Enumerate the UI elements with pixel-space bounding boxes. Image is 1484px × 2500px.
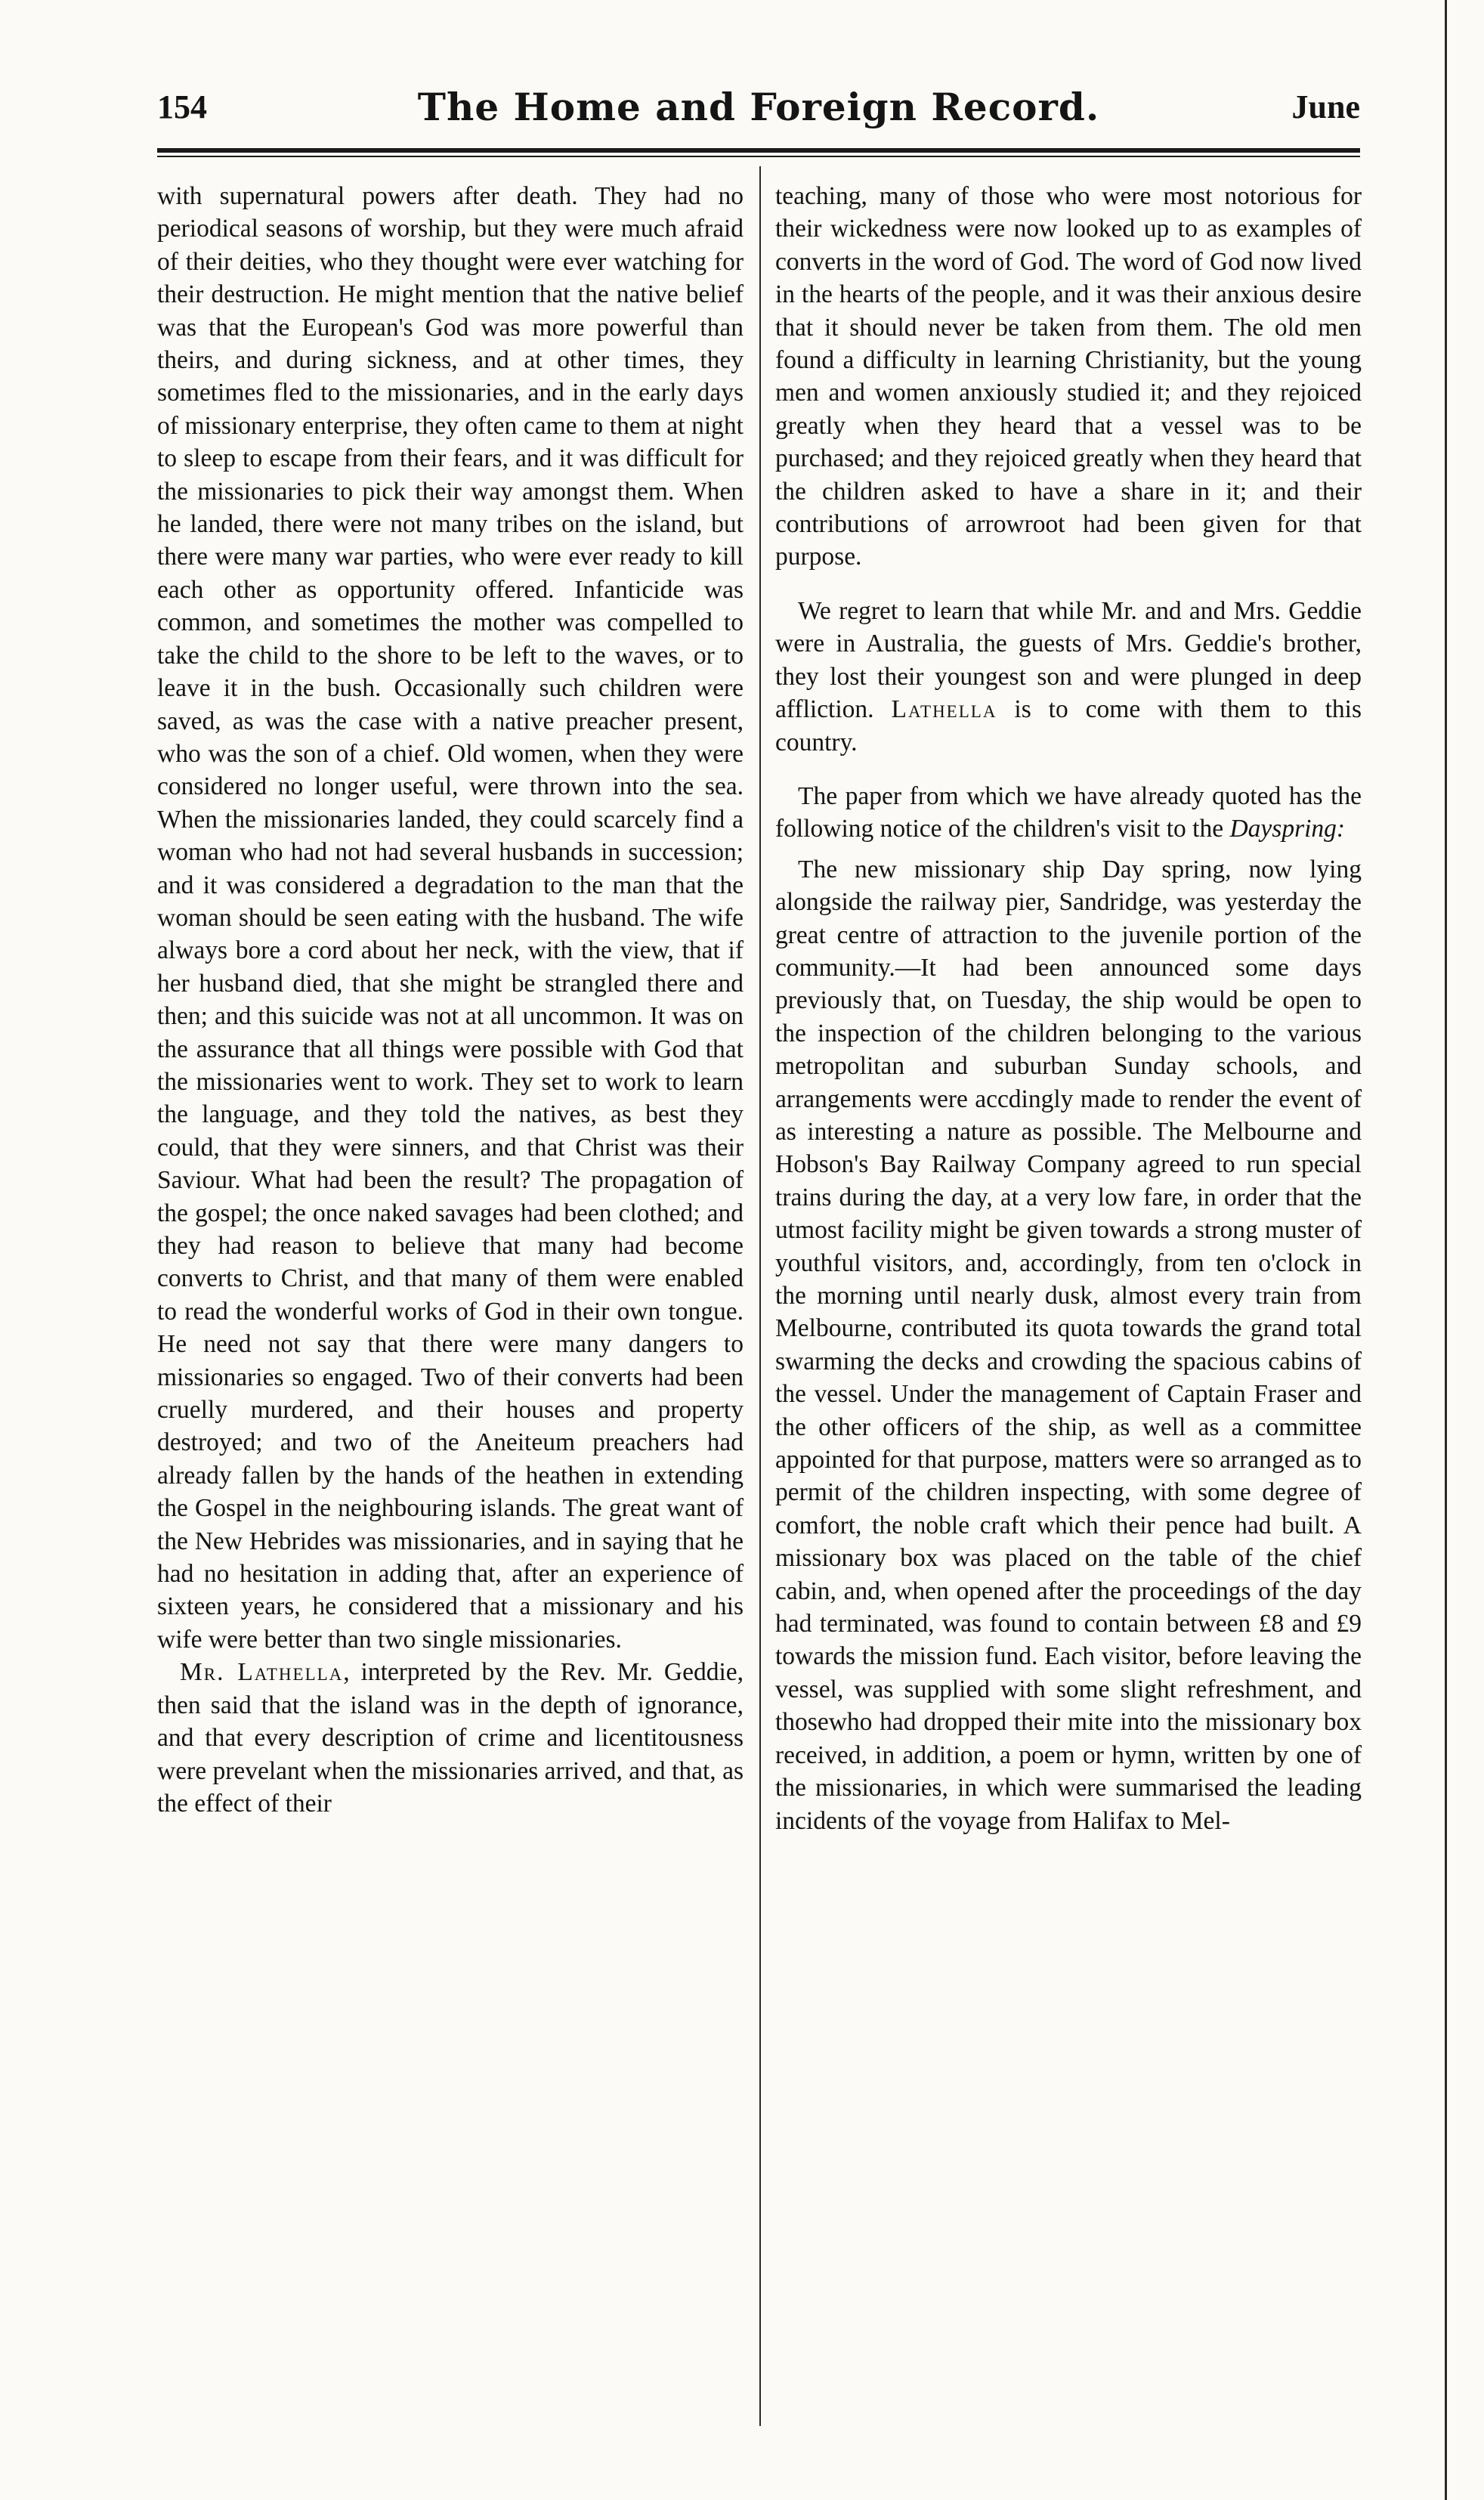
column-divider: [759, 166, 761, 2426]
right-paragraph-4: The new missionary ship Day spring, now lying alongside the railway pier, Sandridge, was yesterday the great centre of attraction to the juvenile portion of the community.—It had been announced some days previously that, on Tuesday, the ship would be open to the inspection of the children belonging to the various metropolitan and suburban Sunday schools, and arrangements were accdingly made to render the event of as interesting a nature as possible. The Melbourne and Hobson's Bay Railway Company agreed to run special trains during the day, at a very low fare, in order that the utmost facility might be given towards a strong muster of youthful visitors, and, accordingly, from ten o'clock in the morning until nearly dusk, almost every train from Melbourne, contributed its quota towards the grand total swarming the decks and crowding the spacious cabins of the vessel. Under the management of Captain Fraser and the other officers of the ship, as well as a committee appointed for that purpose, matters were so arranged as to permit of the children inspecting, with some degree of comfort, the noble craft which their pence had built. A missionary box was placed on the table of the chief cabin, and, when opened after the proceedings of the day had terminated, was found to contain between £8 and £9 towards the mission fund. Each visitor, before leaving the vessel, was supplied with some slight refreshment, and thosewho had dropped their mite into the missionary box received, in addition, a poem or hymn, written by one of the missionaries, in which were summarised the leading incidents of the voyage from Halifax to Mel-: [775, 855, 1362, 1835]
ship-name: Dayspring:: [1229, 815, 1346, 843]
left-paragraph-2: [157, 1656, 744, 1820]
page-number: 154: [157, 88, 207, 125]
header-rule: [157, 148, 1360, 153]
header-rule-thin: [157, 156, 1360, 157]
left-paragraph-1: with supernatural powers after death. They had no periodical seasons of worship, but they were much afraid of their deities, who they thought were ever watching for their destruction. He might mention that the native belief was that the European's God was more powerful than theirs, and during sickness, and at other times, they sometimes fled to the missionaries, and in the early days of missionary enterprise, they often came to them at night to sleep to escape from their fears, and it was difficult for the missionaries to pick their way amongst them. When he landed, there were not many tribes on the island, but there were many war parties, who were ever ready to kill each other as opportunity offered. Infanticide was common, and sometimes the mother was compelled to take the child to the shore to be left to the waves, or to leave it in the bush. Occasionally such children were saved, as was the case with a native preacher present, who was the son of a chief. Old women, when they were considered no longer useful, were thrown into the sea. When the missionaries landed, they could scarcely find a woman who had not had several husbands in succession; and it was considered a degradation to the man that the woman should be seen eating with the husband. The wife always bore a cord about her neck, with the view, that if her husband died, that she might be strangled there and then; and this suicide was not at all uncommon. It was on the assurance that all things were possible with God that the missionaries went to work. They set to work to learn the language, and they told the natives, as best they could, that they were sinners, and that Christ was their Saviour. What had been the result? The propagation of the gospel; the once naked savages had been clothed; and they had reason to believe that many had become converts to Christ, and that many of them were enabled to read the wonderful works of God in their own tongue. He need not say that there were many dangers to missionaries so engaged. Two of their converts had been cruelly murdered, and their houses and property destroyed; and two of the Aneiteum preachers had already fallen by the hands of the heathen in extending the Gospel in the neighbouring islands. The great want of the New Hebrides was missionaries, and in saying that he had no hesitation in adding that, after an experience of sixteen years, he considered that a missionary and his wife were better than two single missionaries.: [157, 182, 744, 1654]
left-column: [157, 180, 744, 1820]
right-paragraph-1: teaching, many of those who were most notorious for their wickedness were now looked up to as examples of converts in the word of God. The word of God now lived in the hearts of the people, and it was their anxious desire that it should never be taken from them. The old men found a difficulty in learning Christianity, but the young men and women anxiously studied it; and they rejoiced greatly when they heard that a vessel was to be purchased; and they rejoiced greatly when they heard that the children asked to have a share in it; and their contributions of arrowroot had been given for that purpose.: [775, 182, 1362, 571]
right-column: [775, 180, 1362, 1837]
running-header: [157, 82, 1360, 145]
right-paragraph-3: [775, 780, 1362, 846]
left-paragraph-2-text: , interpreted by the Rev. Mr. Geddie, then said that the island was in the depth of ignorance, and that every description of crime and licentitousness were prevelant when the missionaries arrived, and that, as the effect of their: [157, 1658, 744, 1818]
month-label: June: [1291, 88, 1360, 125]
name-lathella: Lathella: [891, 695, 997, 724]
running-title: The Home and Foreign Record.: [417, 85, 1100, 129]
speaker-name: Mr. Lathella: [180, 1658, 344, 1687]
right-paragraph-2-text-a: We regret to learn that while Mr. and and Mrs. Geddie were in Australia, the guests of Mrs. Geddie's brother, they lost their youngest son and were plunged in deep affliction.: [775, 596, 1362, 724]
right-paragraph-2: [775, 595, 1362, 759]
right-paragraph-3-text: The paper from which we have already quoted has the following notice of the children's visit to the: [775, 781, 1362, 843]
right-paragraph-2-text-b: is to come with them to this country.: [775, 695, 1362, 756]
page-edge-line: [1445, 0, 1447, 2500]
